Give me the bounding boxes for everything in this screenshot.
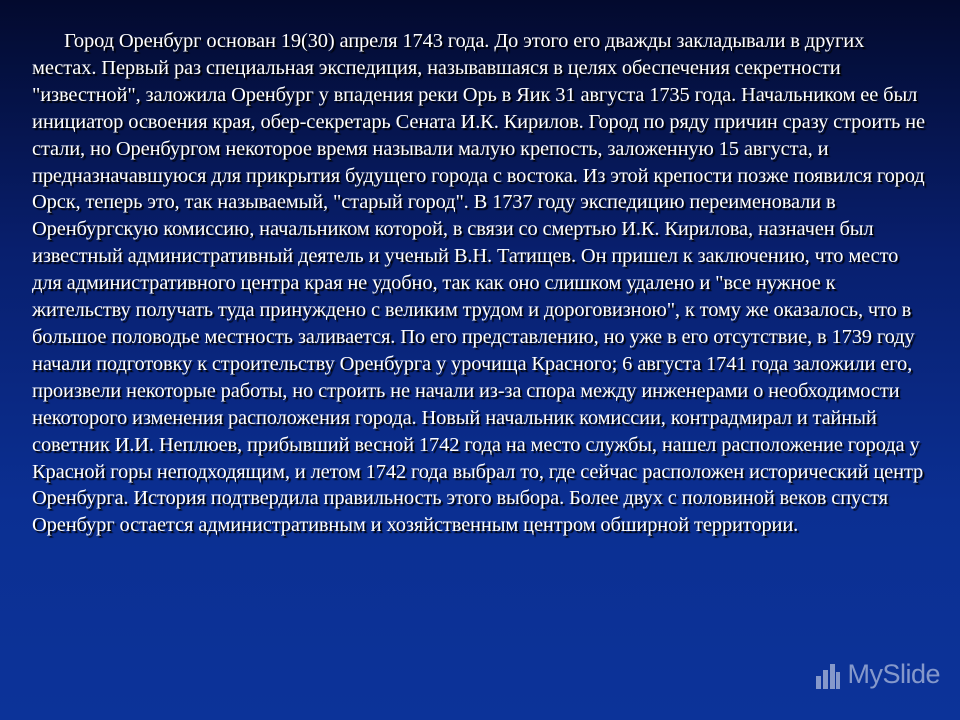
slide-body-text: Город Оренбург основан 19(30) апреля 1743 года. До этого его дважды закладывали в других местах. Первый раз специальная экспедиция, называвшаяся в целях обеспечения секретности "известной", заложила Оренбург у впадения реки Орь в Яик 31 августа 1735 года. Начальником ее был инициатор освоения края, обер-секретарь Сената И.К. Кирилов. Город по ряду причин сразу строить не стали, но Оренбургом некоторое время называли малую крепость, заложенную 15 августа, и предназначавшуюся для прикрытия будущего города с востока. Из этой крепости позже появился город Орск, теперь это, так называемый, "старый город". В 1737 году экспедицию переименовали в Оренбургскую комиссию, начальником которой, в связи со смертью И.К. Кирилова, назначен был известный административный деятель и ученый В.Н. Татищев. Он пришел к заключению, что место для административного центра края не удобно, так как оно слишком удалено и "все нужное к жительству получать туда принуждено с великим трудом и дороговизною", к тому же оказалось, что в большое половодье местность заливается. По его представлению, но уже в его отсутствие, в 1739 году начали подготовку к строительству Оренбурга у урочища Красного; 6 августа 1741 года заложили его, произвели некоторые работы, но строить не начали из-за спора между инженерами о необходимости некоторого изменения расположения города. Новый начальник комиссии, контрадмирал и тайный советник И.И. Неплюев, прибывший весной 1742 года на место службы, нашел расположение города у Красной горы неподходящим, и летом 1742 года выбрал то, где сейчас расположен исторический центр Оренбурга. История подтвердила правильность этого выбора. Более двух с половиной веков спустя Оренбург остается административным и хозяйственным центром обширной территории.: [32, 30, 925, 537]
watermark-text: MySlide: [847, 659, 940, 689]
watermark-logo: [815, 659, 940, 690]
myshared-bars-icon: [815, 660, 841, 690]
